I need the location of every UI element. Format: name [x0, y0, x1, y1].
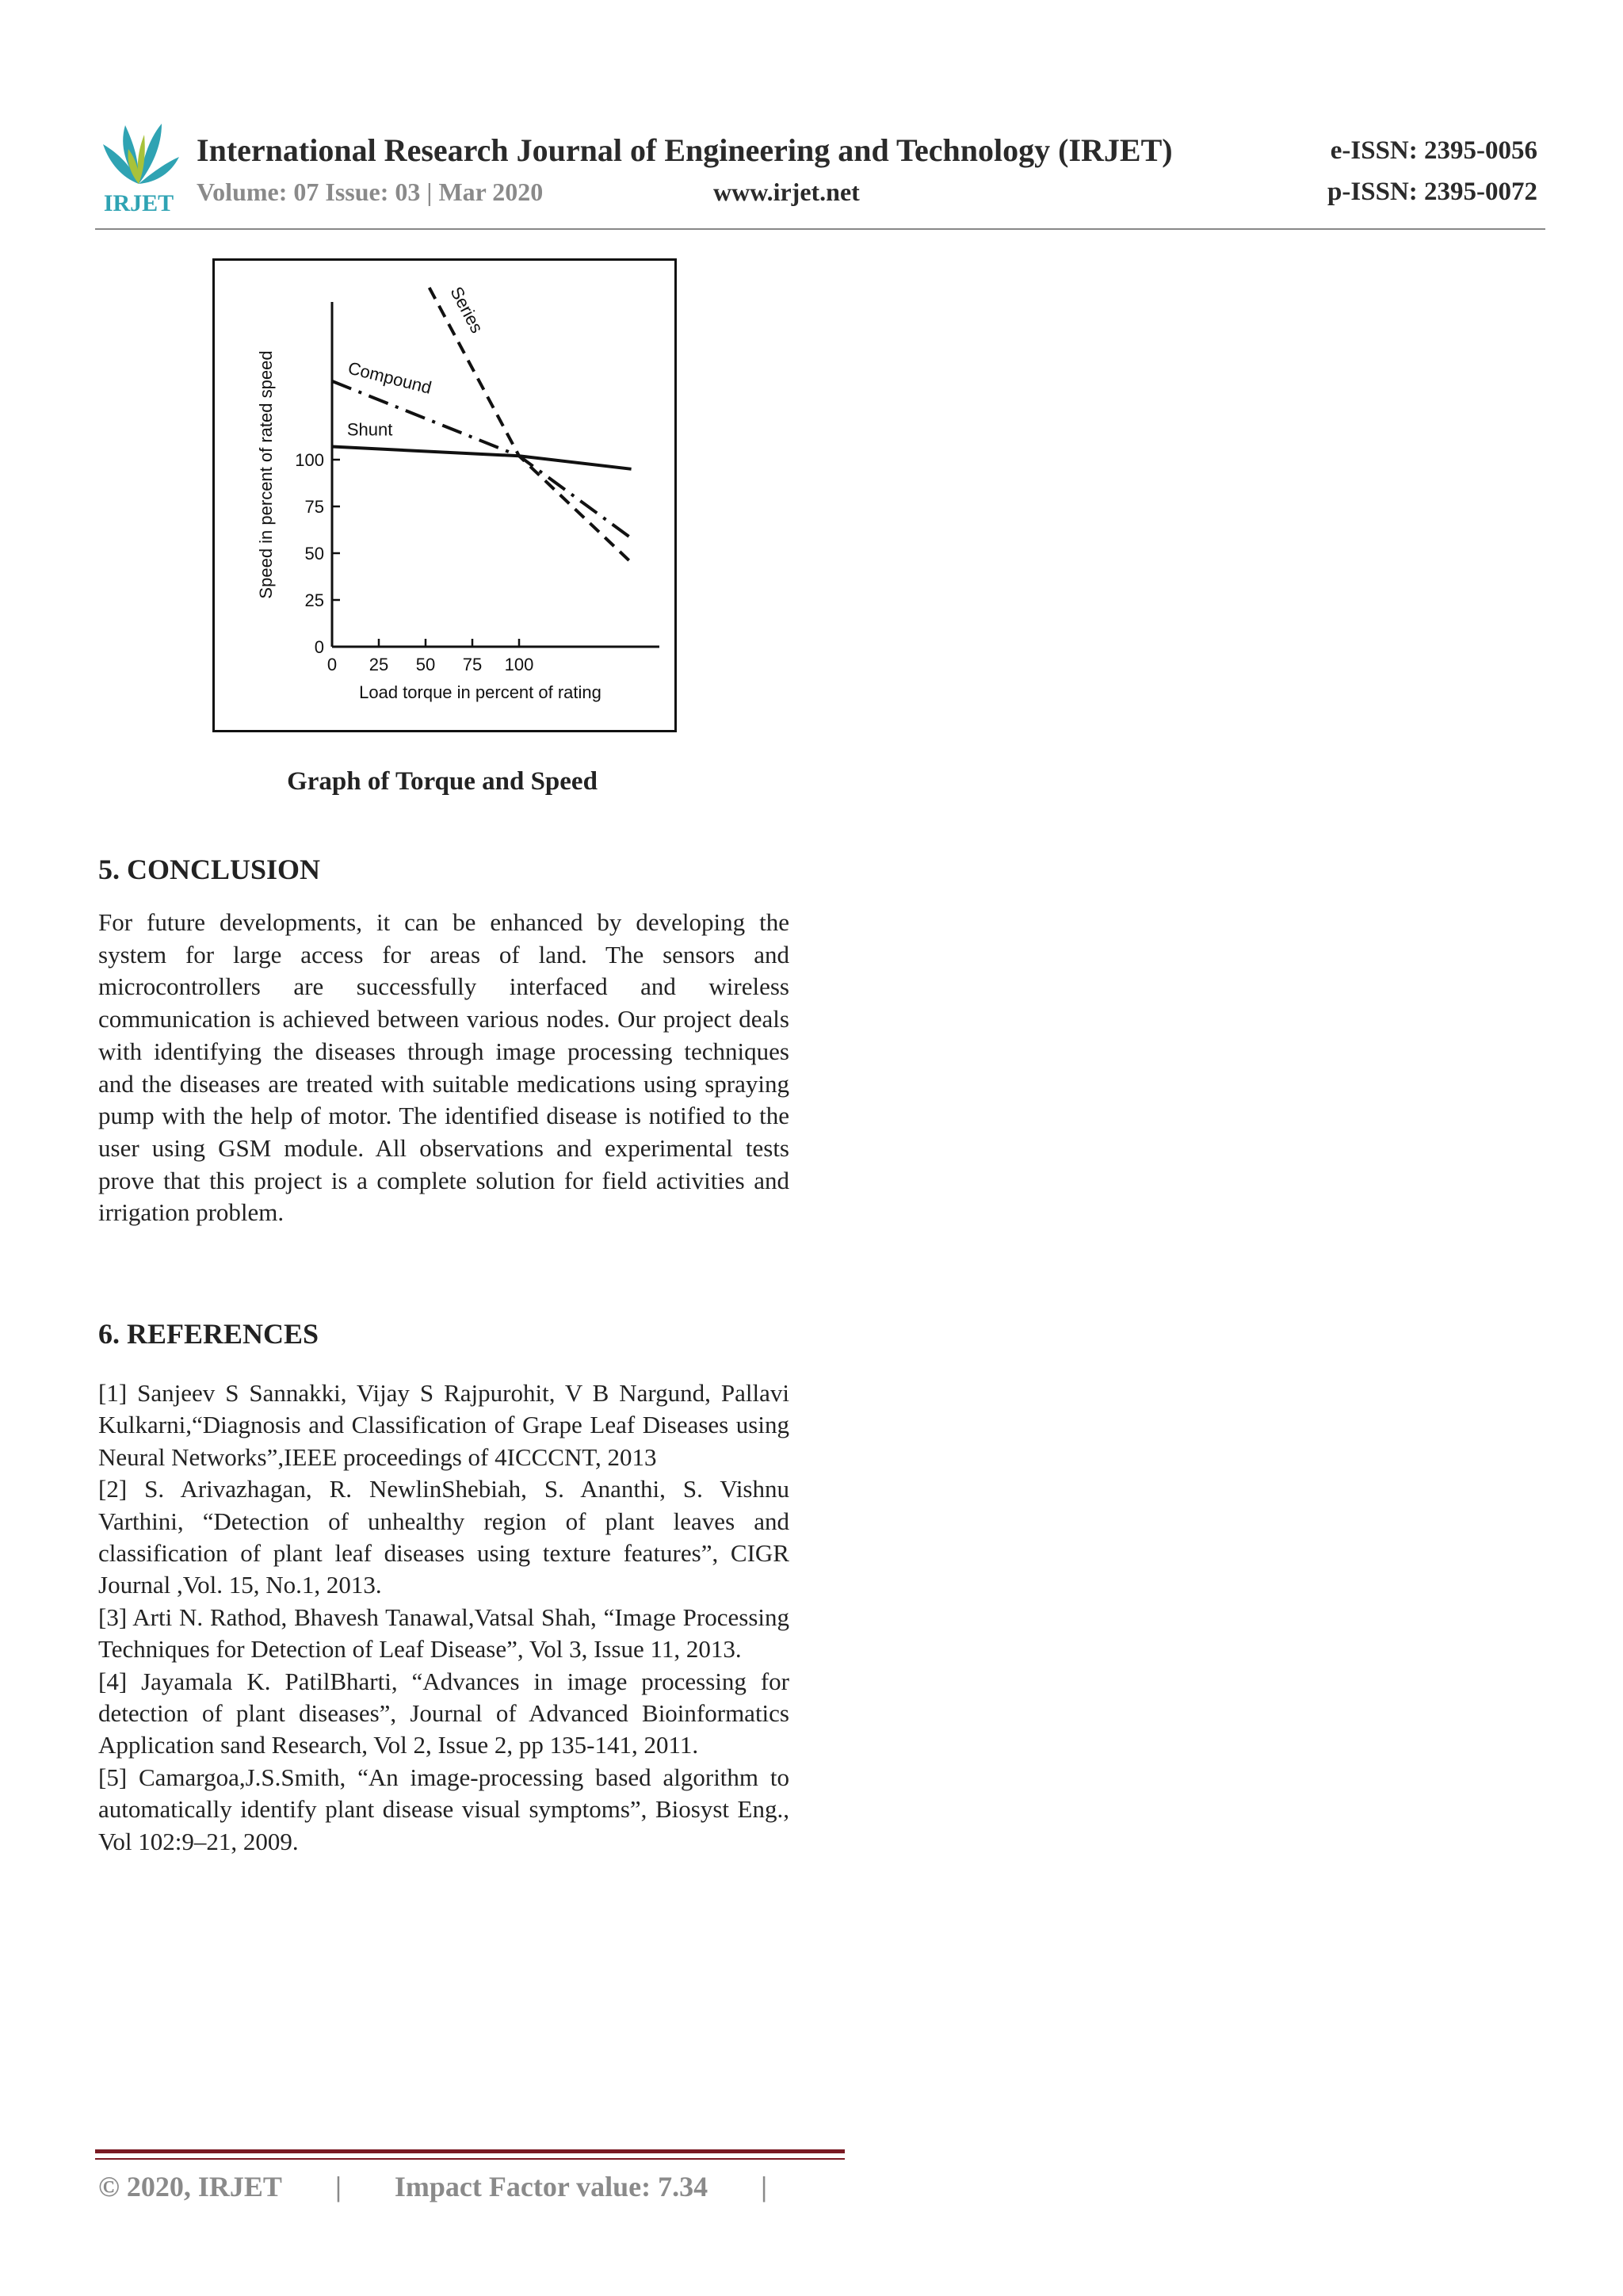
p-issn: p-ISSN: 2395-0072 — [1327, 178, 1537, 206]
reference-item: [3] Arti N. Rathod, Bhavesh Tanawal,Vatsal Shah, “Image Processing Techniques for Detection of Leaf Disease”, Vol 3, Issue 11, 2013. — [98, 1603, 789, 1664]
reference-item: [4] Jayamala K. PatilBharti, “Advances in image processing for detection of plant diseases”, Journal of Advanced Bioinformatics Application sand Research, Vol 2, Issue 2, pp 135-141, 2011. — [98, 1667, 789, 1759]
series-label-compound: Compound — [346, 357, 434, 398]
volume-issue: Volume: 07 Issue: 03 | Mar 2020 — [197, 178, 544, 206]
x-tick-label: 50 — [415, 655, 436, 674]
figure-caption: Graph of Torque and Speed — [287, 767, 598, 796]
references-list — [98, 1377, 789, 1858]
references-heading: 6. REFERENCES — [98, 1318, 319, 1350]
x-axis-label: Load torque in percent of rating — [359, 682, 601, 702]
footer-separator: | — [761, 2171, 768, 2202]
irjet-logo-icon — [95, 111, 182, 214]
series-label-series: Series — [446, 283, 487, 337]
footer-separator: | — [334, 2171, 342, 2202]
y-tick-label: 50 — [304, 544, 324, 563]
conclusion-text: For future developments, it can be enhanced by developing the system for large access for areas of land. The sensors and microcontrollers are successfully interfaced and wireless communication is achieved between various nodes. Our project deals with identifying the diseases through image processing techniques and the diseases are treated with suitable medications using spraying pump with the help of motor. The identified disease is notified to the user using GSM module. All observations and experimental tests prove that this project is a complete solution for field activities and irrigation problem. — [98, 908, 789, 1227]
y-tick-label: 100 — [295, 450, 324, 470]
footer-impact-factor: Impact Factor value: 7.34 — [394, 2171, 708, 2202]
y-tick-label: 0 — [314, 637, 324, 657]
y-tick-label: 25 — [304, 590, 324, 610]
reference-item: [1] Sanjeev S Sannakki, Vijay S Rajpurohit, V B Nargund, Pallavi Kulkarni,“Diagnosis and Classification of Grape Leaf Diseases using Neural Networks”,IEEE proceedings of 4ICCCNT, 2013 — [98, 1379, 789, 1471]
header-divider — [95, 228, 1545, 230]
website-link[interactable]: www.irjet.net — [713, 178, 860, 206]
journal-title: International Research Journal of Engineering and Technology (IRJET) — [197, 132, 1173, 168]
logo-text: IRJET — [103, 190, 174, 214]
torque-speed-chart — [215, 261, 674, 730]
y-tick-label: 75 — [304, 497, 324, 517]
e-issn: e-ISSN: 2395-0056 — [1330, 136, 1537, 165]
reference-item: [2] S. Arivazhagan, R. NewlinShebiah, S. Ananthi, S. Vishnu Varthini, “Detection of unhealthy region of plant leaves and classification of plant leaf diseases using texture features”, CIGR Journal ,Vol. 15, No.1, 2013. — [98, 1475, 789, 1599]
series-label-shunt: Shunt — [346, 419, 393, 440]
series-line-series — [430, 288, 632, 563]
x-tick-label: 100 — [504, 655, 534, 674]
series-line-shunt — [332, 447, 632, 469]
reference-item: [5] Camargoa,J.S.Smith, “An image-processing based algorithm to automatically identify plant disease visual symptoms”, Biosyst Eng., Vol 102:9–21, 2009. — [98, 1763, 789, 1855]
page-footer — [98, 2170, 813, 2203]
x-tick-label: 25 — [369, 655, 389, 674]
y-axis-label: Speed in percent of rated speed — [256, 350, 276, 599]
torque-speed-figure — [212, 258, 677, 732]
journal-header — [95, 111, 1537, 230]
series-line-compound — [332, 381, 632, 538]
conclusion-heading: 5. CONCLUSION — [98, 854, 321, 885]
x-tick-label: 75 — [462, 655, 483, 674]
footer-divider — [95, 2149, 845, 2153]
footer-copyright: © 2020, IRJET — [98, 2171, 282, 2202]
footer-divider-thin — [95, 2158, 845, 2160]
x-tick-label: 0 — [327, 655, 338, 674]
